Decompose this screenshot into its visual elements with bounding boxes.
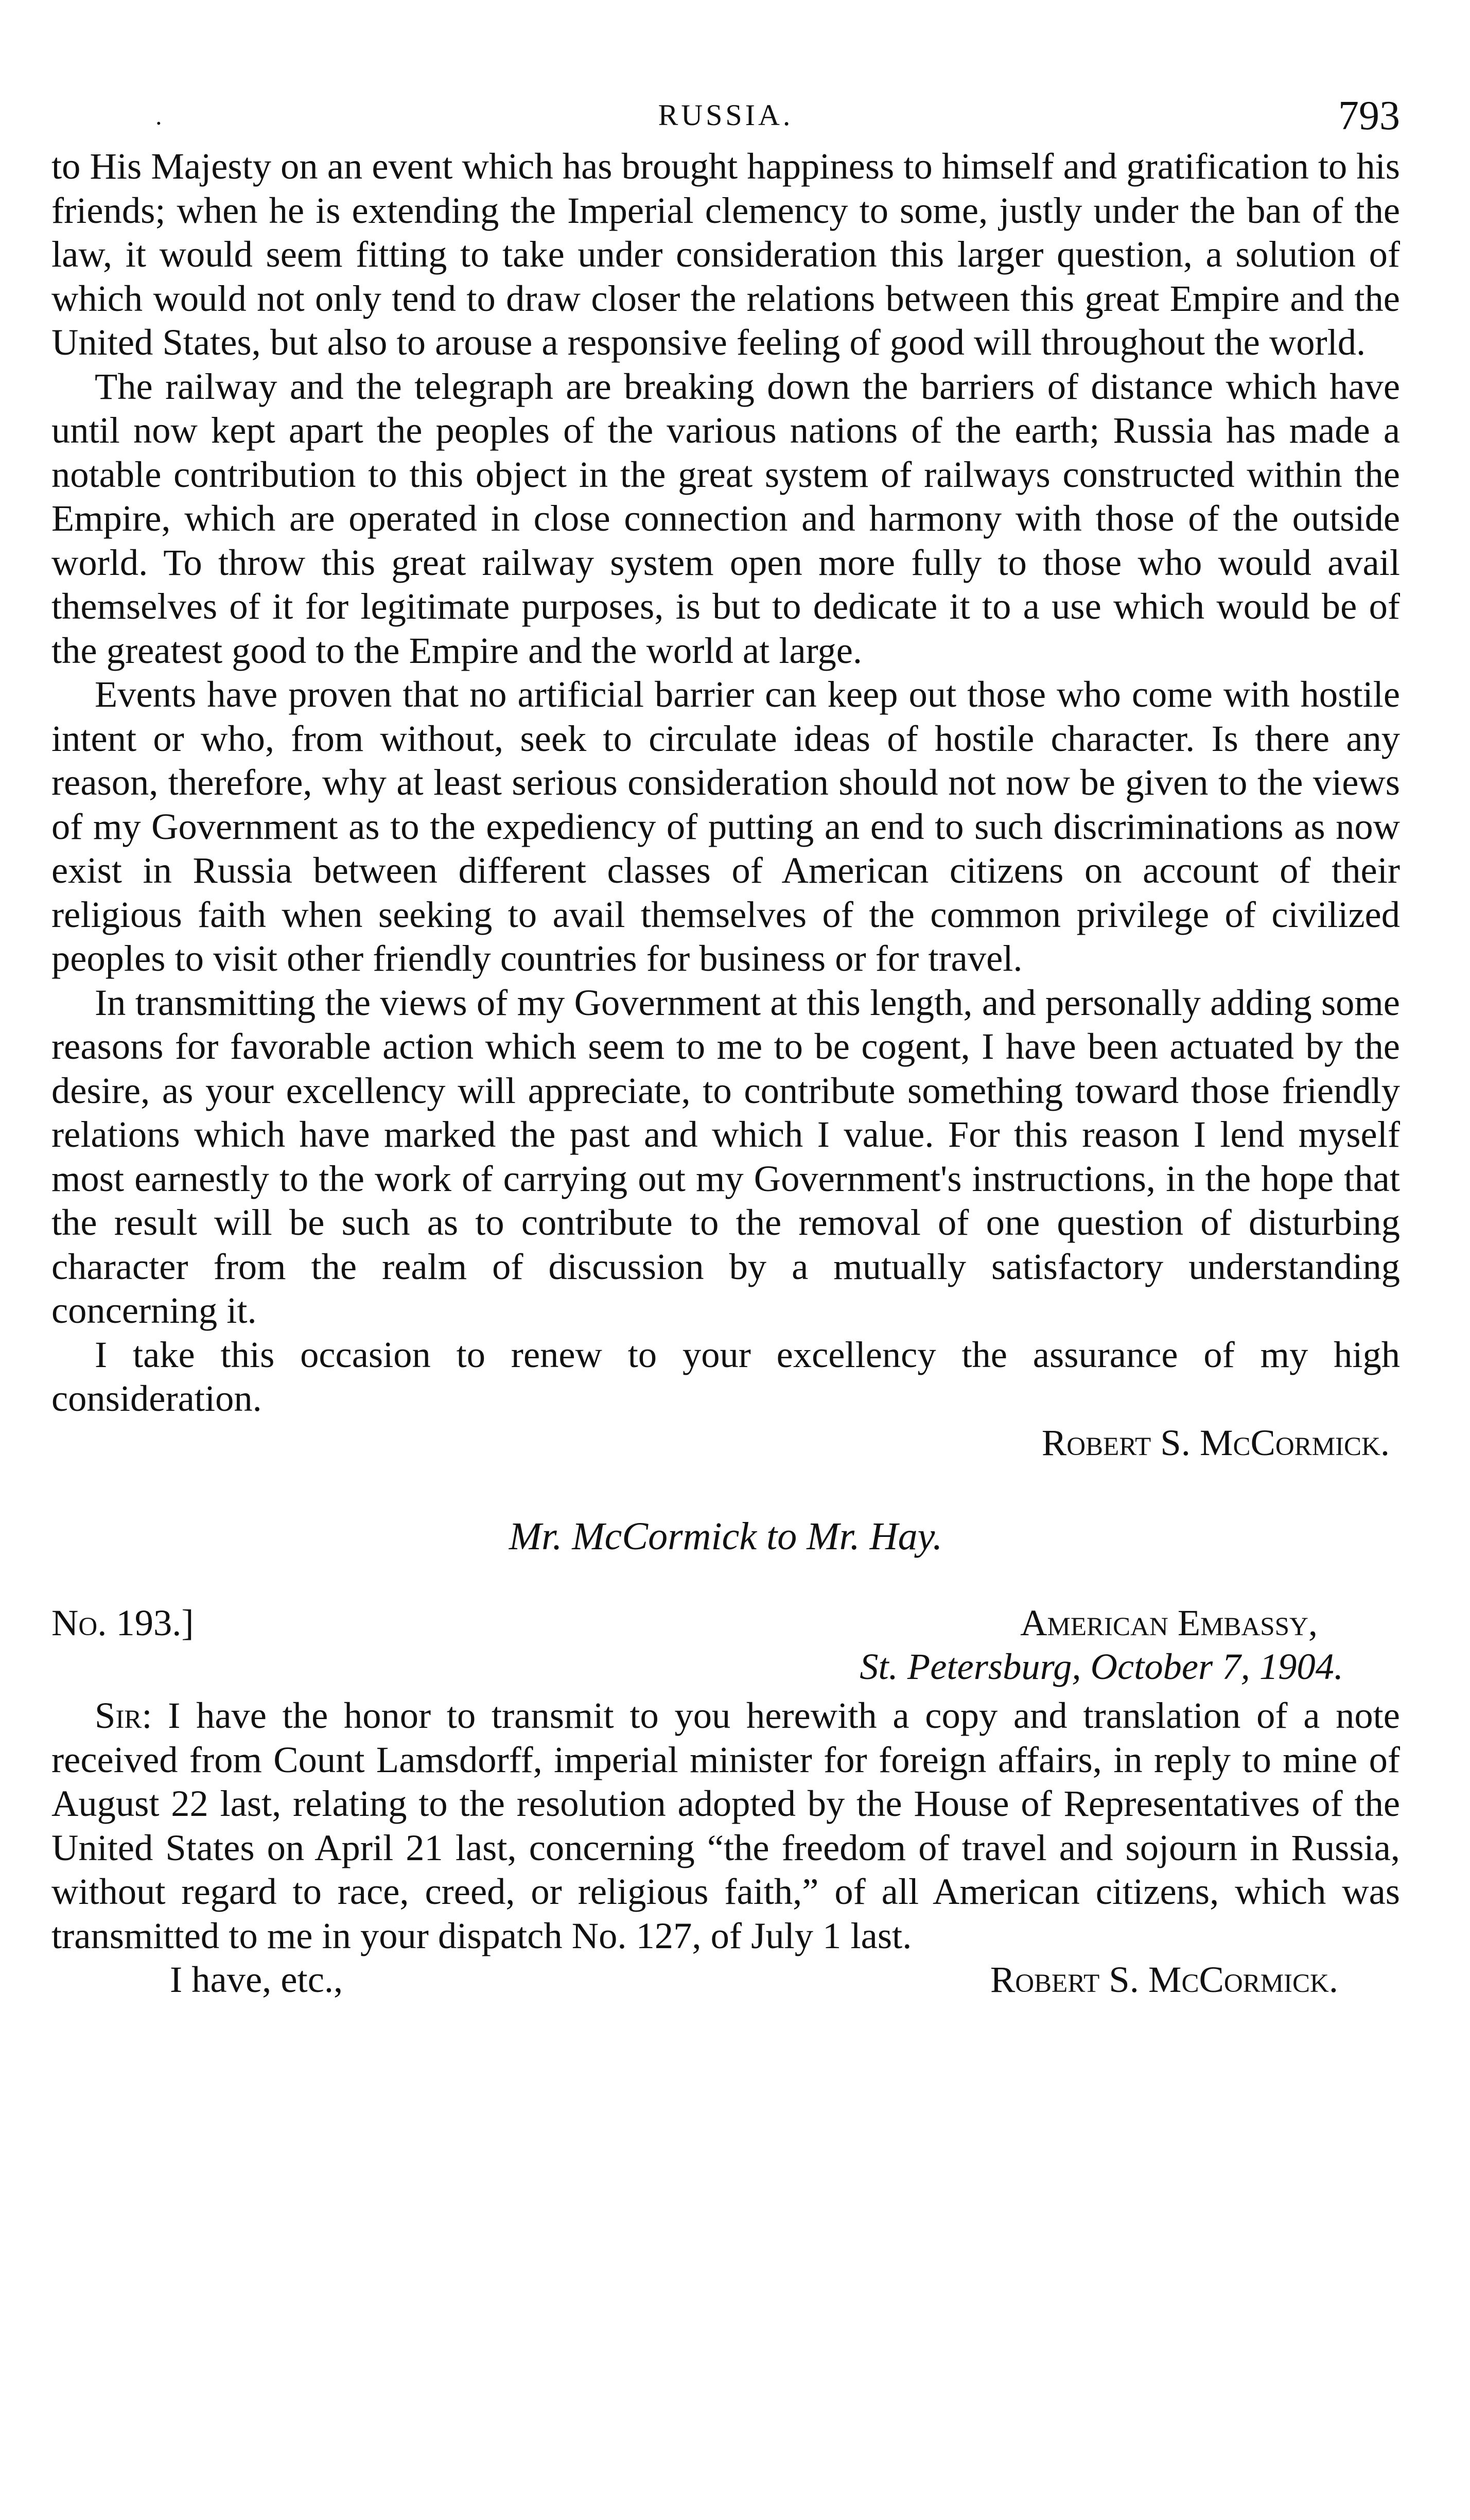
page-number: 793: [1338, 93, 1400, 138]
letter-body-continued: [51, 144, 1400, 1421]
signature-first-letter: Robert S. McCormick.: [1041, 1421, 1390, 1463]
paragraph-sir: [51, 1693, 1400, 1957]
document-page: [51, 93, 1400, 2004]
letter-heading: Mr. McCormick to Mr. Hay.: [509, 1515, 943, 1558]
paragraph-continuation: to His Majesty on an event which has brought happiness to himself and gratification to his friends; when he is extending the Imperial clemency to some, justly under the ban of the law, it would seem fitting to take under consideration this larger question, a solution of which would not only tend to draw closer the relations between this great Empire and the United States, but also to arouse a responsive feeling of good will throughout the world.: [51, 145, 1400, 363]
place-date: St. Petersburg, October 7, 1904.: [860, 1646, 1343, 1687]
closing-phrase: I have, etc.,: [170, 1958, 343, 2000]
embassy-name: American Embassy,: [1020, 1602, 1318, 1643]
dispatch-number: No. 193.]: [51, 1602, 194, 1643]
paragraph-closing: I take this occasion to renew to your excellency the assurance of my high consideration.: [51, 1333, 1400, 1419]
dateline: [51, 1601, 1400, 1693]
running-head: RUSSIA.: [658, 98, 794, 132]
paragraph-transmitting: In transmitting the views of my Government at this length, and personally adding some reasons for favorable action which seem to me to be cogent, I have been actuated by the desire, as your excellency will appreciate, to contribute something toward those friendly relations which have marked the past and which I value. For this reason I lend myself most earnestly to the work of carrying out my Government's instructions, in the hope that the result will be such as to contribute to the removal of one question of disturbing character from the realm of discussion by a mutually satisfactory understanding concerning it.: [51, 981, 1400, 1331]
paragraph-railway: The railway and the telegraph are breaking down the barriers of distance which have until now kept apart the peoples of the various nations of the earth; Russia has made a notable contribution to this object in the great system of railways constructed within the Empire, which are operated in close connection and harmony with those of the outside world. To throw this great railway system open more fully to those who would avail themselves of it for legitimate purposes, is but to dedicate it to a use which would be of the greatest good to the Empire and the world at large.: [51, 365, 1400, 671]
letter-text: I have the honor to transmit to you herewith a copy and translation of a note received from Count Lamsdorff, imperial minister for foreign affairs, in reply to mine of August 22 last, relating to the resolution adopted by the House of Representatives of the United States on April 21 last, concerning “the freedom of travel and sojourn in Russia, without regard to race, creed, or religious faith,” of all American citizens, which was transmitted to me in your dispatch No. 127, of July 1 last.: [51, 1694, 1400, 1956]
page-header: [51, 93, 1400, 144]
closing-line: [51, 1957, 1400, 2004]
header-dot: ·: [154, 109, 163, 137]
letter-body: [51, 1693, 1400, 1957]
salutation: Sir:: [95, 1694, 152, 1736]
paragraph-events: Events have proven that no artificial barrier can keep out those who come with hostile intent or who, from without, seek to circulate ideas of hostile character. Is there any reason, therefore, why at least serious consideration should not now be given to the views of my Government as to the expediency of putting an end to such discriminations as now exist in Russia between different classes of American citizens on account of their religious faith when seeking to avail themselves of the common privilege of civilized peoples to visit other friendly countries for business or for travel.: [51, 673, 1400, 979]
signature-second-letter: Robert S. McCormick.: [990, 1958, 1338, 2000]
